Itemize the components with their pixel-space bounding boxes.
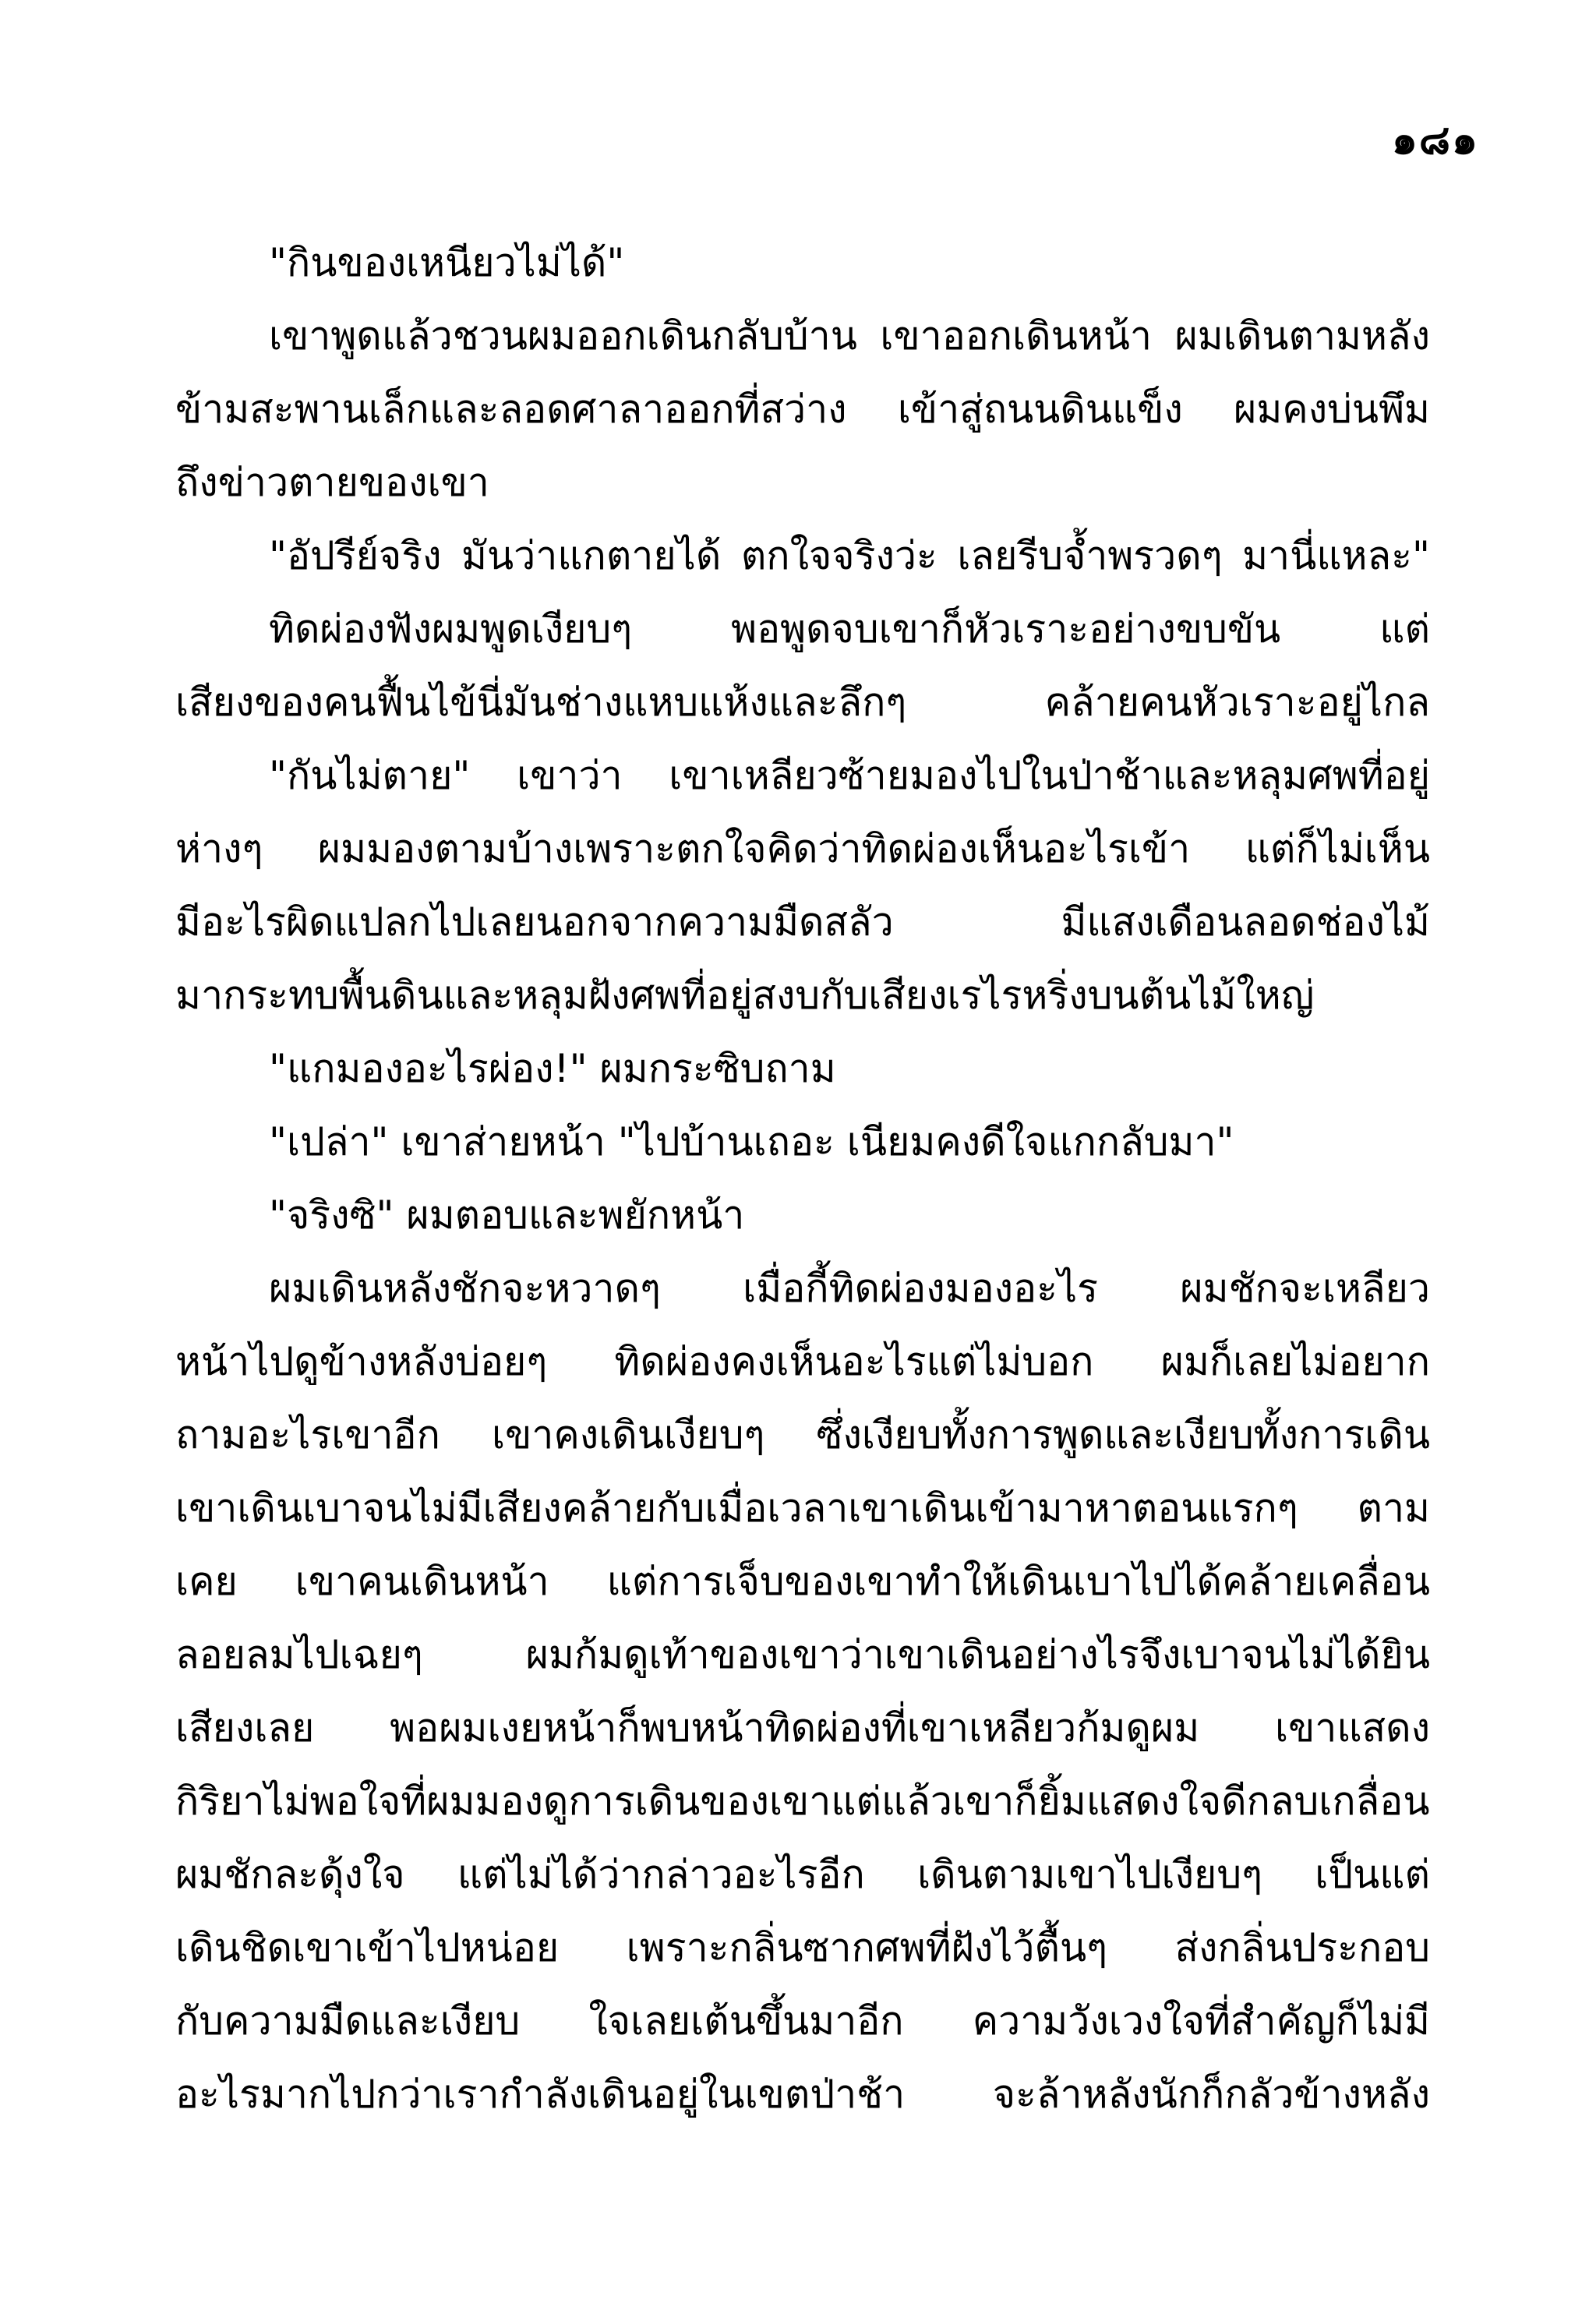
page-number: ๑๘๑	[1391, 117, 1479, 164]
text-line: อะไรมากไปกว่าเรากำลังเดินอยู่ในเขตป่าช้า จะล้าหลังนักก็กลัวข้างหลัง	[175, 2072, 1430, 2117]
text-line: ลอยลมไปเฉยๆ ผมก้มดูเท้าของเขาว่าเขาเดินอย่างไรจึงเบาจนไม่ได้ยิน	[175, 1632, 1430, 1677]
text-line: กับความมืดและเงียบ ใจเลยเต้นขึ้นมาอีก ความวังเวงใจที่สำคัญก็ไม่มี	[175, 1998, 1430, 2044]
text-line: "อัปรีย์จริง มันว่าแกตายได้ ตกใจจริงว่ะ เลยรีบจ้ำพรวดๆ มานี่แหละ"	[269, 533, 1430, 578]
text-line: ห่างๆ ผมมองตามบ้างเพราะตกใจคิดว่าทิดผ่องเห็นอะไรเข้า แต่ก็ไม่เห็น	[175, 826, 1430, 871]
text-line: "แกมองอะไรผ่อง!" ผมกระซิบถาม	[269, 1046, 836, 1091]
text-line: มีอะไรผิดแปลกไปเลยนอกจากความมืดสลัว มีแสงเดือนลอดช่องไม้	[175, 899, 1430, 945]
text-line: เขาพูดแล้วชวนผมออกเดินกลับบ้าน เขาออกเดินหน้า ผมเดินตามหลัง	[269, 313, 1430, 359]
text-line: ข้ามสะพานเล็กและลอดศาลาออกที่สว่าง เข้าสู่ถนนดินแข็ง ผมคงบ่นพึม	[175, 387, 1430, 432]
text-line: เสียงของคนฟื้นไข้นี่มันช่างแหบแห้งและลึกๆ คล้ายคนหัวเราะอยู่ไกล	[175, 680, 1430, 725]
text-line: "จริงซิ" ผมตอบและพยักหน้า	[269, 1192, 745, 1238]
text-line: "กันไม่ตาย" เขาว่า เขาเหลียวซ้ายมองไปในป่าช้าและหลุมศพที่อยู่	[269, 753, 1430, 798]
text-line: "เปล่า" เขาส่ายหน้า "ไปบ้านเถอะ เนียมคงดีใจแกกลับมา"	[269, 1119, 1234, 1164]
text-line: กิริยาไม่พอใจที่ผมมองดูการเดินของเขาแต่แล้วเขาก็ยิ้มแสดงใจดีกลบเกลื่อน	[175, 1779, 1430, 1824]
text-line: หน้าไปดูข้างหลังบ่อยๆ ทิดผ่องคงเห็นอะไรแต่ไม่บอก ผมก็เลยไม่อยาก	[175, 1339, 1430, 1384]
text-line: ทิดผ่องฟังผมพูดเงียบๆ พอพูดจบเขาก็หัวเราะอย่างขบขัน แต่	[269, 606, 1430, 652]
text-line: เสียงเลย พอผมเงยหน้าก็พบหน้าทิดผ่องที่เขาเหลียวก้มดูผม เขาแสดง	[175, 1705, 1430, 1751]
text-line: ผมเดินหลังชักจะหวาดๆ เมื่อกี้ทิดผ่องมองอะไร ผมชักจะเหลียว	[269, 1266, 1430, 1311]
text-line: มากระทบพื้นดินและหลุมฝังศพที่อยู่สงบกับเสียงเรไรหริ่งบนต้นไม้ใหญ่	[175, 973, 1315, 1018]
text-line: เขาเดินเบาจนไม่มีเสียงคล้ายกับเมื่อเวลาเขาเดินเข้ามาหาตอนแรกๆ ตาม	[175, 1486, 1430, 1531]
text-line: "กินของเหนียวไม่ได้"	[269, 240, 625, 285]
text-line: เคย เขาคนเดินหน้า แต่การเจ็บของเขาทำให้เดินเบาไปได้คล้ายเคลื่อน	[175, 1559, 1430, 1604]
body-text	[175, 226, 1430, 2131]
text-line: ผมชักละดุ้งใจ แต่ไม่ได้ว่ากล่าวอะไรอีก เดินตามเขาไปเงียบๆ เป็นแต่	[175, 1852, 1430, 1897]
text-line: ถามอะไรเขาอีก เขาคงเดินเงียบๆ ซึ่งเงียบทั้งการพูดและเงียบทั้งการเดิน	[175, 1412, 1430, 1457]
text-line: เดินชิดเขาเข้าไปหน่อย เพราะกลิ่นซากศพที่ฝังไว้ตื้นๆ ส่งกลิ่นประกอบ	[175, 1925, 1430, 1970]
text-line: ถึงข่าวตายของเขา	[175, 460, 489, 505]
